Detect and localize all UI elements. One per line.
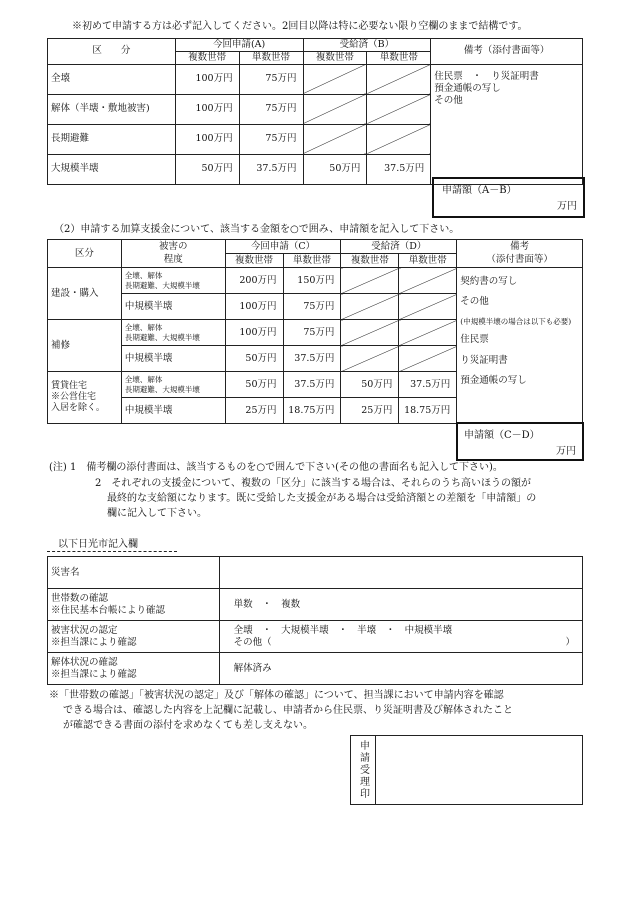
receipt-stamp-box[interactable] xyxy=(350,735,583,805)
bikou-item[interactable]: 預金通帳の写し xyxy=(434,82,501,94)
header-single: 単数世帯 xyxy=(283,254,341,268)
note-2-cont: 最終的な支給額になります。既に受給した支援金がある場合は受給済額との差額を「申請額」の xyxy=(107,493,537,504)
claim-box-ab[interactable] xyxy=(432,177,585,218)
cell-recv-single[interactable]: 18.75万円 xyxy=(399,398,457,424)
city-label: 世帯数の確認 ※住民基本台帳により確認 xyxy=(48,589,220,621)
cell-diagonal xyxy=(399,268,457,294)
header-this: 今回申請（C） xyxy=(225,240,341,254)
claim-unit: 万円 xyxy=(556,446,576,457)
cell-single[interactable]: 75万円 xyxy=(239,94,303,124)
demolition-status[interactable]: 解体済み xyxy=(219,653,582,685)
cell-diagonal xyxy=(341,294,399,320)
city-section-title: 以下日光市記入欄 xyxy=(58,539,138,550)
table-additional-support xyxy=(47,239,583,424)
row-label: 大規模半壊 xyxy=(48,154,176,184)
cell-recv-multi[interactable]: 25万円 xyxy=(341,398,399,424)
bikou-item[interactable]: 契約書の写し xyxy=(460,276,518,287)
bikou-cell xyxy=(431,64,583,184)
bikou-cell xyxy=(457,268,583,424)
city-label: 災害名 xyxy=(48,557,220,589)
damage-label: 中規模半壊 xyxy=(121,398,225,424)
cell-single[interactable]: 75万円 xyxy=(239,64,303,94)
group-label: 賃貸住宅 ※公営住宅 入居を除く。 xyxy=(48,372,122,424)
cell-multi[interactable]: 100万円 xyxy=(175,124,239,154)
cell-single[interactable]: 37.5万円 xyxy=(283,346,341,372)
cell-diagonal xyxy=(303,124,367,154)
city-table xyxy=(47,556,583,685)
bottom-note: が確認できる書面の添付を求めなくても差し支えない。 xyxy=(63,720,313,731)
note-2: 2 それぞれの支援金について、複数の「区分」に該当する場合は、それらのうち高いほうの額が xyxy=(95,478,531,489)
bikou-item[interactable]: 預金通帳の写し xyxy=(460,375,527,387)
cell-diagonal xyxy=(341,346,399,372)
disaster-name-field[interactable] xyxy=(219,557,582,589)
cell-single[interactable]: 150万円 xyxy=(283,268,341,294)
cell-single[interactable]: 18.75万円 xyxy=(283,398,341,424)
cell-recv-single[interactable]: 37.5万円 xyxy=(399,372,457,398)
cell-recv-multi[interactable]: 50万円 xyxy=(303,154,367,184)
bikou-item[interactable]: 住民票 xyxy=(460,334,489,346)
header-damage: 程度 xyxy=(121,254,225,268)
cell-diagonal xyxy=(367,64,431,94)
header-kubun: 区 分 xyxy=(48,39,176,65)
note-2-cont: 欄に記入して下さい。 xyxy=(107,508,207,519)
cell-recv-single[interactable]: 37.5万円 xyxy=(367,154,431,184)
header-kubun: 区分 xyxy=(48,240,122,268)
bikou-note: (中規模半壊の場合は以下も必要) xyxy=(460,316,572,326)
cell-single[interactable]: 75万円 xyxy=(239,124,303,154)
claim-unit: 万円 xyxy=(557,201,577,212)
header-single: 単数世帯 xyxy=(399,254,457,268)
city-label: 被害状況の認定 ※担当課により確認 xyxy=(48,621,220,653)
damage-label: 中規模半壊 xyxy=(121,294,225,320)
header-multi: 複数世帯 xyxy=(303,51,367,64)
cell-diagonal xyxy=(341,268,399,294)
cell-recv-multi[interactable]: 50万円 xyxy=(341,372,399,398)
bikou-item[interactable]: 住民票 ・ り災証明書 xyxy=(434,70,539,82)
city-section-underline xyxy=(47,551,177,552)
header-multi: 複数世帯 xyxy=(175,51,239,64)
claim-box-cd[interactable] xyxy=(456,422,584,461)
header-multi: 複数世帯 xyxy=(225,254,283,268)
cell-multi[interactable]: 100万円 xyxy=(175,94,239,124)
damage-label: 全壊、解体 長期避難、大規模半壊 xyxy=(121,372,225,398)
cell-multi[interactable]: 50万円 xyxy=(175,154,239,184)
bikou-item[interactable]: り災証明書 xyxy=(460,354,508,366)
cell-single[interactable]: 75万円 xyxy=(283,294,341,320)
bottom-note: ※「世帯数の確認」「被害状況の認定」及び「解体の確認」について、担当課において申請内容を確認 xyxy=(49,690,504,701)
section2-title: （2）申請する加算支援金について、該当する金額を○で囲み、申請額を記入して下さい。 xyxy=(54,224,460,235)
cell-single[interactable]: 37.5万円 xyxy=(283,372,341,398)
cell-single[interactable]: 75万円 xyxy=(283,320,341,346)
header-bikou: （添付書面等） xyxy=(457,254,583,268)
header-single: 単数世帯 xyxy=(239,51,303,64)
header-this: 今回申請(A) xyxy=(175,39,303,52)
cell-diagonal xyxy=(367,94,431,124)
damage-label: 中規模半壊 xyxy=(121,346,225,372)
cell-multi[interactable]: 100万円 xyxy=(225,294,283,320)
bikou-item[interactable]: その他 xyxy=(434,94,463,106)
household-count-options[interactable]: 単数 ・ 複数 xyxy=(219,589,582,621)
cell-multi[interactable]: 100万円 xyxy=(175,64,239,94)
header-recv: 受給済（B） xyxy=(303,39,431,52)
cell-diagonal xyxy=(399,346,457,372)
group-label: 補修 xyxy=(48,320,122,372)
cell-multi[interactable]: 100万円 xyxy=(225,320,283,346)
claim-label: 申請額（C－D） xyxy=(464,430,540,441)
cell-multi[interactable]: 200万円 xyxy=(225,268,283,294)
cell-single[interactable]: 37.5万円 xyxy=(239,154,303,184)
cell-diagonal xyxy=(303,64,367,94)
header-damage: 被害の xyxy=(121,240,225,254)
group-label: 建設・購入 xyxy=(48,268,122,320)
row-label: 長期避難 xyxy=(48,124,176,154)
cell-diagonal xyxy=(399,320,457,346)
cell-multi[interactable]: 25万円 xyxy=(225,398,283,424)
cell-diagonal xyxy=(367,124,431,154)
cell-diagonal xyxy=(303,94,367,124)
note-1: (注) 1 備考欄の添付書面は、該当するものを○で囲んで下さい(その他の書面名も記入して下さい)。 xyxy=(49,462,503,473)
bottom-note: できる場合は、確認した内容を上記欄に記載し、申請者から住民票、り災証明書及び解体されたこと xyxy=(63,705,513,716)
header-recv: 受給済（D） xyxy=(341,240,457,254)
row-label: 解体（半壊・敷地被害) xyxy=(48,94,176,124)
cell-multi[interactable]: 50万円 xyxy=(225,346,283,372)
damage-label: 全壊、解体 長期避難、大規模半壊 xyxy=(121,320,225,346)
header-bikou: 備考（添付書面等） xyxy=(431,39,583,65)
cell-diagonal xyxy=(341,320,399,346)
table-basic-support xyxy=(47,38,583,185)
row-label: 全壊 xyxy=(48,64,176,94)
top-note: ※初めて申請する方は必ず記入してください。2回目以降は特に必要ない限り空欄のままで結構です。 xyxy=(72,21,528,32)
city-label: 解体状況の確認 ※担当課により確認 xyxy=(48,653,220,685)
bikou-item[interactable]: その他 xyxy=(460,296,489,308)
header-bikou: 備考 xyxy=(457,240,583,254)
cell-diagonal xyxy=(399,294,457,320)
cell-multi[interactable]: 50万円 xyxy=(225,372,283,398)
stamp-label: 申請受理印 xyxy=(357,740,369,800)
damage-label: 全壊、解体 長期避難、大規模半壊 xyxy=(121,268,225,294)
header-multi: 複数世帯 xyxy=(341,254,399,268)
claim-label: 申請額（A－B） xyxy=(442,185,517,196)
header-single: 単数世帯 xyxy=(367,51,431,64)
damage-status-options[interactable]: 全壊 ・ 大規模半壊 ・ 半壊 ・ 中規模半壊 その他（ ） xyxy=(219,621,582,653)
